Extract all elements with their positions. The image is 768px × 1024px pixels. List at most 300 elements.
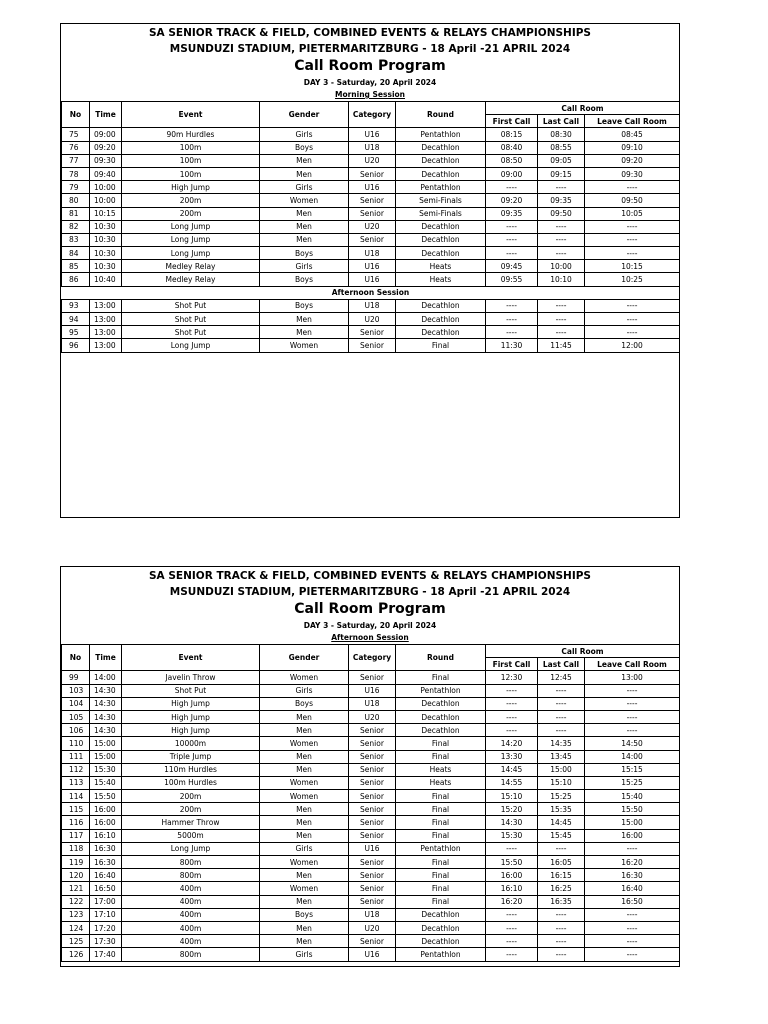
cell-gender: Boys: [260, 908, 349, 921]
cell-event-no: 82: [62, 220, 90, 233]
cell-gender: Women: [260, 194, 349, 207]
cell-last-call: 12:45: [538, 671, 585, 684]
cell-first-call: ----: [486, 842, 538, 855]
cell-first-call: ----: [486, 724, 538, 737]
cell-gender: Men: [260, 763, 349, 776]
cell-category: Senior: [349, 816, 396, 829]
cell-event-no: 77: [62, 154, 90, 167]
schedule-table: [61, 101, 680, 353]
col-event: Event: [122, 645, 260, 671]
cell-leave-call-room: 16:20: [585, 856, 680, 869]
cell-gender: Boys: [260, 141, 349, 154]
table-row: [62, 154, 680, 167]
cell-event: Long Jump: [122, 842, 260, 855]
cell-event: Shot Put: [122, 684, 260, 697]
cell-last-call: 11:45: [538, 339, 585, 352]
table-row: [62, 299, 680, 312]
cell-category: Senior: [349, 207, 396, 220]
cell-time: 15:40: [90, 776, 122, 789]
cell-event: 100m: [122, 154, 260, 167]
table-row: [62, 313, 680, 326]
cell-category: U20: [349, 921, 396, 934]
table-row: [62, 842, 680, 855]
morning-rows: [62, 128, 680, 286]
cell-last-call: 15:00: [538, 763, 585, 776]
cell-first-call: ----: [486, 299, 538, 312]
cell-last-call: ----: [538, 710, 585, 723]
cell-event-no: 112: [62, 763, 90, 776]
cell-time: 09:20: [90, 141, 122, 154]
cell-event-no: 95: [62, 326, 90, 339]
cell-category: U16: [349, 684, 396, 697]
cell-round: Decathlon: [396, 167, 486, 180]
cell-first-call: ----: [486, 948, 538, 961]
col-round: Round: [396, 102, 486, 128]
cell-last-call: ----: [538, 921, 585, 934]
cell-last-call: ----: [538, 697, 585, 710]
cell-event-no: 121: [62, 882, 90, 895]
cell-last-call: 10:10: [538, 273, 585, 286]
cell-event: 400m: [122, 882, 260, 895]
cell-round: Decathlon: [396, 313, 486, 326]
cell-leave-call-room: ----: [585, 710, 680, 723]
table-row: [62, 181, 680, 194]
cell-category: Senior: [349, 724, 396, 737]
cell-last-call: ----: [538, 842, 585, 855]
cell-round: Semi-Finals: [396, 207, 486, 220]
cell-category: U18: [349, 299, 396, 312]
col-call-room: Call Room: [486, 645, 680, 658]
cell-first-call: ----: [486, 935, 538, 948]
col-leave-call-room: Leave Call Room: [585, 658, 680, 671]
cell-gender: Girls: [260, 128, 349, 141]
table-row: [62, 869, 680, 882]
table-row: [62, 724, 680, 737]
cell-last-call: ----: [538, 908, 585, 921]
cell-event: 200m: [122, 803, 260, 816]
cell-time: 10:00: [90, 194, 122, 207]
cell-event: High Jump: [122, 697, 260, 710]
cell-first-call: 09:45: [486, 260, 538, 273]
cell-category: Senior: [349, 671, 396, 684]
cell-round: Decathlon: [396, 935, 486, 948]
cell-event: 800m: [122, 948, 260, 961]
table-row: [62, 790, 680, 803]
cell-gender: Women: [260, 856, 349, 869]
cell-last-call: 09:35: [538, 194, 585, 207]
afternoon-rows: [62, 671, 680, 961]
cell-gender: Men: [260, 154, 349, 167]
cell-time: 13:00: [90, 313, 122, 326]
cell-last-call: 16:05: [538, 856, 585, 869]
table-row: [62, 803, 680, 816]
cell-category: Senior: [349, 935, 396, 948]
cell-round: Decathlon: [396, 908, 486, 921]
cell-event: 90m Hurdles: [122, 128, 260, 141]
cell-first-call: 13:30: [486, 750, 538, 763]
cell-category: Senior: [349, 326, 396, 339]
cell-last-call: 15:45: [538, 829, 585, 842]
cell-event: 400m: [122, 921, 260, 934]
cell-category: Senior: [349, 167, 396, 180]
cell-gender: Women: [260, 339, 349, 352]
cell-last-call: ----: [538, 181, 585, 194]
cell-category: U16: [349, 273, 396, 286]
cell-last-call: ----: [538, 948, 585, 961]
cell-last-call: 09:15: [538, 167, 585, 180]
cell-time: 17:00: [90, 895, 122, 908]
cell-time: 14:30: [90, 684, 122, 697]
cell-time: 16:10: [90, 829, 122, 842]
cell-event-no: 126: [62, 948, 90, 961]
cell-round: Decathlon: [396, 710, 486, 723]
cell-event: 10000m: [122, 737, 260, 750]
cell-round: Final: [396, 895, 486, 908]
cell-gender: Men: [260, 233, 349, 246]
cell-category: U20: [349, 220, 396, 233]
cell-category: Senior: [349, 882, 396, 895]
table-row: [62, 948, 680, 961]
cell-time: 16:30: [90, 856, 122, 869]
cell-event: Long Jump: [122, 339, 260, 352]
table-row: [62, 750, 680, 763]
cell-round: Final: [396, 803, 486, 816]
cell-gender: Girls: [260, 260, 349, 273]
cell-time: 16:50: [90, 882, 122, 895]
cell-leave-call-room: ----: [585, 842, 680, 855]
cell-time: 10:30: [90, 247, 122, 260]
table-row: [62, 935, 680, 948]
cell-leave-call-room: 09:30: [585, 167, 680, 180]
cell-gender: Girls: [260, 181, 349, 194]
day-label: DAY 3 - Saturday, 20 April 2024: [303, 621, 437, 630]
cell-event: High Jump: [122, 724, 260, 737]
cell-leave-call-room: 09:20: [585, 154, 680, 167]
cell-category: U16: [349, 181, 396, 194]
cell-first-call: 16:00: [486, 869, 538, 882]
cell-time: 13:00: [90, 326, 122, 339]
cell-event-no: 105: [62, 710, 90, 723]
cell-event-no: 113: [62, 776, 90, 789]
afternoon-rows: [62, 299, 680, 352]
table-row: [62, 882, 680, 895]
table-row: [62, 167, 680, 180]
venue-dates: MSUNDUZI STADIUM, PIETERMARITZBURG - 18 April -21 APRIL 2024: [169, 586, 571, 598]
cell-last-call: ----: [538, 935, 585, 948]
cell-leave-call-room: 15:00: [585, 816, 680, 829]
cell-first-call: 14:45: [486, 763, 538, 776]
col-call-room: Call Room: [486, 102, 680, 115]
cell-time: 14:00: [90, 671, 122, 684]
cell-time: 16:30: [90, 842, 122, 855]
cell-event-no: 104: [62, 697, 90, 710]
cell-last-call: 09:50: [538, 207, 585, 220]
cell-last-call: 15:10: [538, 776, 585, 789]
cell-leave-call-room: 09:10: [585, 141, 680, 154]
cell-first-call: 14:30: [486, 816, 538, 829]
col-last-call: Last Call: [538, 115, 585, 128]
cell-event-no: 94: [62, 313, 90, 326]
cell-leave-call-room: 16:40: [585, 882, 680, 895]
cell-round: Final: [396, 856, 486, 869]
cell-category: U20: [349, 154, 396, 167]
cell-category: U18: [349, 908, 396, 921]
cell-event-no: 84: [62, 247, 90, 260]
cell-time: 17:10: [90, 908, 122, 921]
cell-category: U20: [349, 710, 396, 723]
cell-event: 400m: [122, 935, 260, 948]
cell-first-call: 11:30: [486, 339, 538, 352]
cell-gender: Men: [260, 803, 349, 816]
cell-event-no: 86: [62, 273, 90, 286]
cell-category: Senior: [349, 869, 396, 882]
cell-event: 200m: [122, 194, 260, 207]
cell-category: Senior: [349, 776, 396, 789]
cell-time: 17:30: [90, 935, 122, 948]
cell-time: 16:00: [90, 803, 122, 816]
cell-last-call: ----: [538, 299, 585, 312]
cell-round: Final: [396, 671, 486, 684]
cell-gender: Men: [260, 816, 349, 829]
cell-leave-call-room: ----: [585, 921, 680, 934]
cell-gender: Girls: [260, 948, 349, 961]
cell-last-call: ----: [538, 247, 585, 260]
cell-event-no: 122: [62, 895, 90, 908]
cell-category: Senior: [349, 194, 396, 207]
cell-gender: Women: [260, 790, 349, 803]
cell-leave-call-room: ----: [585, 181, 680, 194]
cell-category: U18: [349, 247, 396, 260]
col-gender: Gender: [260, 102, 349, 128]
table-row: [62, 908, 680, 921]
cell-event-no: 110: [62, 737, 90, 750]
table-row: [62, 260, 680, 273]
cell-event: Shot Put: [122, 299, 260, 312]
cell-category: Senior: [349, 803, 396, 816]
cell-last-call: 15:35: [538, 803, 585, 816]
cell-event: 100m Hurdles: [122, 776, 260, 789]
cell-event-no: 99: [62, 671, 90, 684]
cell-event-no: 75: [62, 128, 90, 141]
cell-leave-call-room: ----: [585, 684, 680, 697]
cell-event: 100m: [122, 167, 260, 180]
cell-category: Senior: [349, 750, 396, 763]
cell-last-call: 16:15: [538, 869, 585, 882]
cell-event-no: 96: [62, 339, 90, 352]
cell-leave-call-room: 14:00: [585, 750, 680, 763]
cell-event-no: 78: [62, 167, 90, 180]
cell-event-no: 120: [62, 869, 90, 882]
cell-event: High Jump: [122, 710, 260, 723]
cell-event: 200m: [122, 790, 260, 803]
cell-first-call: 16:20: [486, 895, 538, 908]
cell-round: Decathlon: [396, 921, 486, 934]
cell-round: Heats: [396, 260, 486, 273]
cell-time: 15:00: [90, 737, 122, 750]
cell-time: 15:00: [90, 750, 122, 763]
cell-event-no: 103: [62, 684, 90, 697]
cell-gender: Men: [260, 869, 349, 882]
cell-first-call: 15:50: [486, 856, 538, 869]
cell-time: 14:30: [90, 710, 122, 723]
cell-gender: Girls: [260, 842, 349, 855]
cell-leave-call-room: 15:25: [585, 776, 680, 789]
cell-event: Triple Jump: [122, 750, 260, 763]
cell-event-no: 117: [62, 829, 90, 842]
cell-leave-call-room: 12:00: [585, 339, 680, 352]
cell-event-no: 116: [62, 816, 90, 829]
cell-event: Medley Relay: [122, 273, 260, 286]
table-row: [62, 856, 680, 869]
cell-round: Decathlon: [396, 247, 486, 260]
cell-leave-call-room: ----: [585, 313, 680, 326]
cell-first-call: 14:55: [486, 776, 538, 789]
cell-category: U16: [349, 260, 396, 273]
cell-leave-call-room: 16:00: [585, 829, 680, 842]
championship-title: SA SENIOR TRACK & FIELD, COMBINED EVENTS & RELAYS CHAMPIONSHIPS: [149, 570, 591, 582]
cell-time: 14:30: [90, 724, 122, 737]
cell-gender: Women: [260, 671, 349, 684]
cell-event-no: 106: [62, 724, 90, 737]
table-row: [62, 671, 680, 684]
cell-time: 10:40: [90, 273, 122, 286]
cell-first-call: ----: [486, 247, 538, 260]
table-row: [62, 921, 680, 934]
cell-last-call: 14:45: [538, 816, 585, 829]
cell-gender: Men: [260, 724, 349, 737]
cell-leave-call-room: 14:50: [585, 737, 680, 750]
cell-first-call: 15:30: [486, 829, 538, 842]
cell-event: Shot Put: [122, 313, 260, 326]
cell-first-call: 14:20: [486, 737, 538, 750]
cell-gender: Men: [260, 895, 349, 908]
cell-event: Medley Relay: [122, 260, 260, 273]
cell-event: 5000m: [122, 829, 260, 842]
cell-time: 15:50: [90, 790, 122, 803]
cell-leave-call-room: ----: [585, 948, 680, 961]
afternoon-session-label: Afternoon Session: [62, 286, 680, 299]
sheet-header: [61, 24, 679, 101]
cell-category: Senior: [349, 763, 396, 776]
cell-round: Final: [396, 882, 486, 895]
cell-leave-call-room: ----: [585, 247, 680, 260]
cell-last-call: ----: [538, 233, 585, 246]
cell-event: 110m Hurdles: [122, 763, 260, 776]
cell-category: Senior: [349, 856, 396, 869]
cell-event-no: 93: [62, 299, 90, 312]
col-no: No: [62, 102, 90, 128]
cell-category: U20: [349, 313, 396, 326]
cell-time: 10:30: [90, 220, 122, 233]
cell-time: 16:40: [90, 869, 122, 882]
cell-leave-call-room: 15:40: [585, 790, 680, 803]
cell-gender: Men: [260, 207, 349, 220]
table-row: [62, 339, 680, 352]
table-row: [62, 684, 680, 697]
cell-event-no: 124: [62, 921, 90, 934]
cell-time: 09:30: [90, 154, 122, 167]
cell-last-call: ----: [538, 724, 585, 737]
table-row: [62, 776, 680, 789]
cell-round: Final: [396, 816, 486, 829]
cell-leave-call-room: ----: [585, 233, 680, 246]
cell-gender: Boys: [260, 697, 349, 710]
page-title: Call Room Program: [294, 601, 446, 617]
cell-category: Senior: [349, 829, 396, 842]
cell-first-call: ----: [486, 313, 538, 326]
cell-leave-call-room: 15:15: [585, 763, 680, 776]
cell-event-no: 79: [62, 181, 90, 194]
table-row: [62, 207, 680, 220]
championship-title: SA SENIOR TRACK & FIELD, COMBINED EVENTS & RELAYS CHAMPIONSHIPS: [149, 27, 591, 39]
page-title: Call Room Program: [294, 58, 446, 74]
cell-last-call: 15:25: [538, 790, 585, 803]
cell-round: Heats: [396, 273, 486, 286]
cell-event-no: 114: [62, 790, 90, 803]
table-row: [62, 763, 680, 776]
call-room-sheet-morning: [60, 23, 680, 518]
table-row: [62, 326, 680, 339]
cell-first-call: 09:20: [486, 194, 538, 207]
table-row: [62, 128, 680, 141]
cell-leave-call-room: ----: [585, 908, 680, 921]
cell-time: 09:00: [90, 128, 122, 141]
cell-event-no: 81: [62, 207, 90, 220]
cell-leave-call-room: 16:30: [585, 869, 680, 882]
cell-category: U18: [349, 697, 396, 710]
cell-category: Senior: [349, 737, 396, 750]
cell-last-call: ----: [538, 313, 585, 326]
col-category: Category: [349, 102, 396, 128]
cell-round: Heats: [396, 776, 486, 789]
col-round: Round: [396, 645, 486, 671]
col-gender: Gender: [260, 645, 349, 671]
cell-gender: Men: [260, 326, 349, 339]
cell-gender: Men: [260, 750, 349, 763]
cell-gender: Boys: [260, 273, 349, 286]
cell-first-call: 15:20: [486, 803, 538, 816]
cell-event: Long Jump: [122, 233, 260, 246]
cell-first-call: ----: [486, 220, 538, 233]
cell-time: 13:00: [90, 339, 122, 352]
cell-round: Decathlon: [396, 220, 486, 233]
cell-category: U16: [349, 842, 396, 855]
cell-time: 10:00: [90, 181, 122, 194]
day-label: DAY 3 - Saturday, 20 April 2024: [303, 78, 437, 87]
call-room-sheet-afternoon: [60, 566, 680, 967]
cell-event-no: 111: [62, 750, 90, 763]
cell-gender: Men: [260, 313, 349, 326]
cell-round: Semi-Finals: [396, 194, 486, 207]
cell-first-call: ----: [486, 710, 538, 723]
cell-first-call: 08:15: [486, 128, 538, 141]
cell-first-call: ----: [486, 181, 538, 194]
cell-event: 400m: [122, 895, 260, 908]
cell-round: Final: [396, 339, 486, 352]
cell-leave-call-room: 16:50: [585, 895, 680, 908]
cell-first-call: ----: [486, 908, 538, 921]
cell-time: 13:00: [90, 299, 122, 312]
cell-round: Final: [396, 750, 486, 763]
sheet-header: [61, 567, 679, 644]
col-time: Time: [90, 645, 122, 671]
cell-category: Senior: [349, 339, 396, 352]
cell-leave-call-room: ----: [585, 697, 680, 710]
cell-leave-call-room: 08:45: [585, 128, 680, 141]
cell-event-no: 83: [62, 233, 90, 246]
cell-gender: Women: [260, 882, 349, 895]
col-first-call: First Call: [486, 115, 538, 128]
